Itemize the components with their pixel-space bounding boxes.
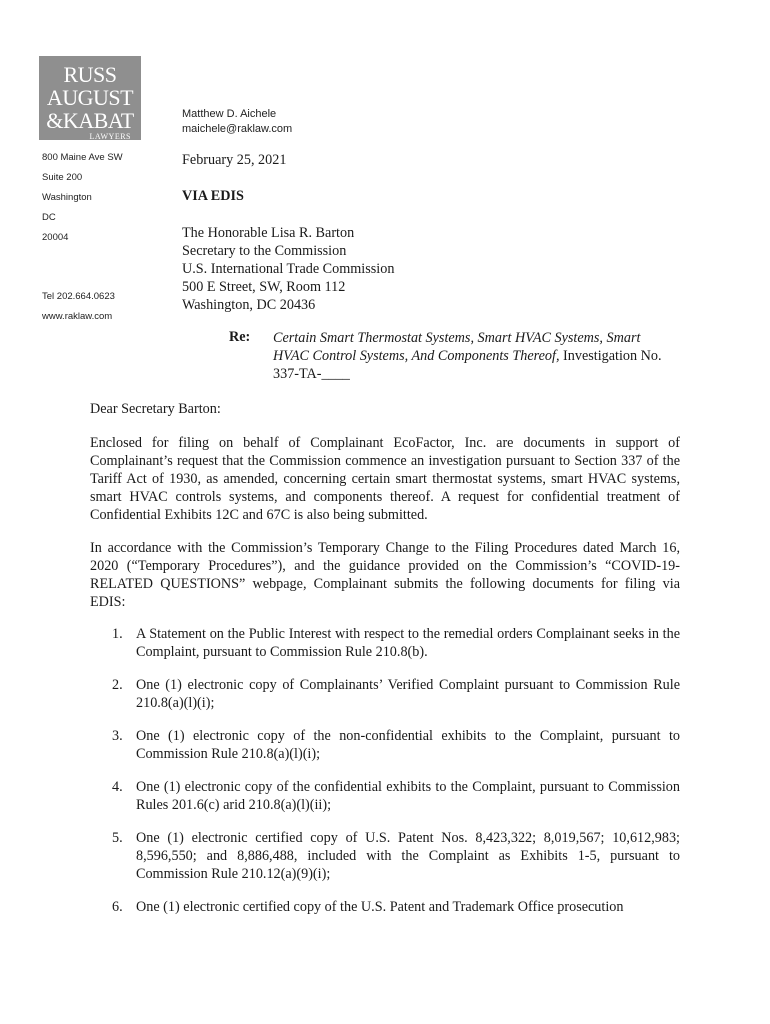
- recipient-address: [182, 224, 394, 314]
- list-item-number: 3.: [112, 728, 123, 744]
- list-item: [90, 778, 680, 814]
- firm-phone: Tel 202.664.0623: [42, 291, 115, 302]
- list-item-text: A Statement on the Public Interest with respect to the remedial orders Complainant seeks in the Complaint, pursuant to Commission Rule 210.8(b).: [136, 626, 680, 660]
- recipient-line: 500 E Street, SW, Room 112: [182, 279, 346, 295]
- re-case-title: Certain Smart Thermostat Systems, Smart HVAC Systems, Smart HVAC Control Systems, And Components Thereof,: [273, 330, 641, 364]
- list-item: [90, 676, 680, 712]
- firm-zip: 20004: [42, 232, 69, 243]
- recipient-line: Secretary to the Commission: [182, 243, 347, 259]
- list-item: [90, 727, 680, 763]
- logo-line-august: AUGUST: [46, 85, 134, 110]
- recipient-line: Washington, DC 20436: [182, 297, 316, 313]
- list-item-text: One (1) electronic copy of the non-confidential exhibits to the Complaint, pursuant to Commission Rule 210.8(a)(l)(i);: [136, 728, 680, 762]
- logo-line-russ: RUSS: [63, 62, 117, 87]
- list-item-text: One (1) electronic copy of Complainants’ Verified Complaint pursuant to Commission Rule 210.8(a)(l)(i);: [136, 677, 680, 711]
- list-item-number: 1.: [112, 626, 123, 642]
- firm-city: Washington: [42, 192, 92, 203]
- firm-street: 800 Maine Ave SW: [42, 152, 123, 163]
- logo-line-lawyers: LAWYERS: [89, 132, 131, 141]
- re-investigation-number: Investigation No. 337-TA-____: [273, 348, 662, 382]
- firm-state: DC: [42, 212, 56, 223]
- recipient-line: The Honorable Lisa R. Barton: [182, 225, 355, 241]
- list-item: [90, 829, 680, 883]
- salutation: Dear Secretary Barton:: [90, 401, 221, 417]
- re-subject: [273, 329, 673, 383]
- list-item: [90, 898, 680, 916]
- list-item-number: 5.: [112, 830, 123, 846]
- author-email: maichele@raklaw.com: [182, 123, 293, 135]
- logo-line-kabat: &KABAT: [46, 108, 134, 133]
- list-item-number: 6.: [112, 899, 123, 915]
- list-item-text: One (1) electronic copy of the confidential exhibits to the Complaint, pursuant to Commission Rules 201.6(c) arid 210.8(a)(l)(ii);: [136, 779, 680, 813]
- author-block: [182, 107, 292, 137]
- body-paragraph-2: In accordance with the Commission’s Temporary Change to the Filing Procedures dated March 16, 2020 (“Temporary Procedures”), and the guidance provided on the Commission’s “COVID-19-RELATED QUESTIONS” webpage, Complainant submits the following documents for filing via EDIS:: [90, 540, 680, 610]
- firm-website: www.raklaw.com: [42, 311, 113, 322]
- filing-documents-list: [90, 625, 680, 931]
- firm-suite: Suite 200: [42, 172, 83, 183]
- list-item-number: 2.: [112, 677, 123, 693]
- recipient-line: U.S. International Trade Commission: [182, 261, 395, 277]
- author-name: Matthew D. Aichele: [182, 108, 277, 120]
- firm-logo: [39, 56, 141, 140]
- re-label: Re:: [229, 329, 251, 345]
- body-paragraph-1: Enclosed for filing on behalf of Complainant EcoFactor, Inc. are documents in support of Complainant’s request that the Commission commence an investigation pursuant to Section 337 of the Tariff Act of 1930, as amended, concerning certain smart thermostat systems, smart HVAC systems, smart HVAC controls systems, and components thereof. A request for confidential treatment of Confidential Exhibits 12C and 67C is also being submitted.: [90, 435, 680, 523]
- list-item-text: One (1) electronic certified copy of the U.S. Patent and Trademark Office prosecution: [136, 899, 624, 915]
- delivery-method: VIA EDIS: [182, 188, 244, 204]
- list-item-text: One (1) electronic certified copy of U.S. Patent Nos. 8,423,322; 8,019,567; 10,612,983; 8,596,550; and 8,886,488, included with the Complaint as Exhibits 1-5, pursuant to Commission Rule 210.12(a)(9)(i);: [136, 830, 680, 882]
- letter-date: February 25, 2021: [182, 152, 287, 168]
- list-item: [90, 625, 680, 661]
- list-item-number: 4.: [112, 779, 123, 795]
